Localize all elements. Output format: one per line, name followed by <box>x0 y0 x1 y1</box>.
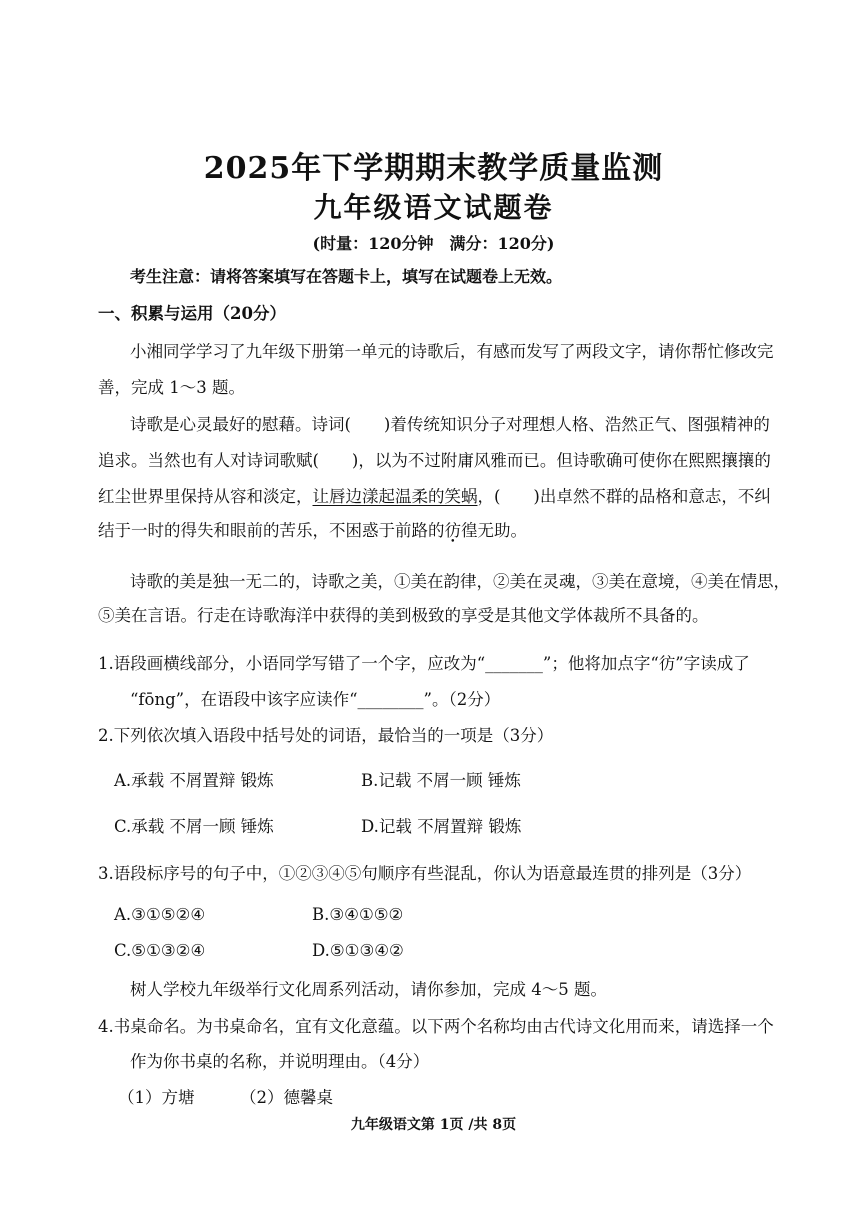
intro-line: 小湘同学学习了九年级下册第一单元的诗歌后，有感而发写了两段文字，请你帮忙修改完 <box>130 342 774 361</box>
exam-subtitle: 九年级语文试题卷 <box>313 191 554 224</box>
question-4: 4.书桌命名。为书桌命名，宜有文化意蕴。以下两个名称均由古代诗文化用而来，请选择一个 <box>98 1017 774 1036</box>
option-a: A.③①⑤②④ <box>114 905 206 924</box>
exam-title: 2025年下学期期末教学质量监测 <box>203 151 664 186</box>
question-1: 1.语段画横线部分，小语同学写错了一个字，应改为“_______”；他将加点字“彷”字读成了 <box>98 654 750 673</box>
passage-line <box>98 483 771 507</box>
question-1-cont: “fōng”，在语段中该字应读作“________”。（2分） <box>130 690 501 709</box>
dotted-character: 彷 <box>444 521 461 540</box>
option-d: D.记载 不屑置辩 锻炼 <box>361 817 522 836</box>
passage-line <box>98 517 527 541</box>
option-d: D.⑤①③④② <box>312 941 404 960</box>
passage-line: ⑤美在言语。行走在诗歌海洋中获得的美到极致的享受是其他文学体裁所不具备的。 <box>98 606 709 625</box>
option-b: B.③④①⑤② <box>312 905 404 924</box>
passage-text: ，( )出卓然不群的品格和意志，不纠 <box>477 487 771 506</box>
question-3: 3.语段标序号的句子中，①②③④⑤句顺序有些混乱，你认为语意最连贯的排列是（3分） <box>98 864 752 883</box>
passage-line: 诗歌是心灵最好的慰藉。诗词( )着传统知识分子对理想人格、浩然正气、图强精神的 <box>130 415 770 434</box>
intro-line: 善，完成 1～3 题。 <box>98 378 245 397</box>
option-b: B.记载 不屑一顾 锤炼 <box>361 771 521 790</box>
passage-line: 诗歌的美是独一无二的，诗歌之美，①美在韵律，②美在灵魂，③美在意境，④美在情思， <box>130 572 790 591</box>
option-c: C.⑤①③②④ <box>114 941 206 960</box>
exam-meta: (时量：120分钟 满分：120分) <box>312 234 555 253</box>
passage-line: 追求。当然也有人对诗词歌赋( )，以为不过附庸风雅而已。但诗歌确可使你在熙熙攘攘的 <box>98 451 771 470</box>
passage-text: 结于一时的得失和眼前的苦乐，不困惑于前路的 <box>98 521 445 540</box>
page-footer: 九年级语文第 1页 /共 8页 <box>350 1117 517 1133</box>
option-1: （1）方塘 <box>118 1088 195 1107</box>
section-intro: 树人学校九年级举行文化周系列活动，请你参加，完成 4～5 题。 <box>130 980 607 999</box>
underlined-phrase: 让唇边漾起温柔的笑蜗 <box>312 487 478 506</box>
section-heading: 一、积累与运用（20分） <box>98 304 286 323</box>
passage-text: 红尘世界里保持从容和淡定， <box>98 487 313 506</box>
question-4-cont: 作为你书桌的名称，并说明理由。（4分） <box>130 1052 430 1071</box>
passage-text: 徨无助。 <box>461 521 527 540</box>
question-2: 2.下列依次填入语段中括号处的词语，最恰当的一项是（3分） <box>98 726 554 745</box>
option-a: A.承载 不屑置辩 锻炼 <box>114 771 274 790</box>
notice: 考生注意：请将答案填写在答题卡上，填写在试题卷上无效。 <box>130 267 563 286</box>
option-2: （2）德馨桌 <box>240 1088 333 1107</box>
option-c: C.承载 不屑一顾 锤炼 <box>114 817 274 836</box>
